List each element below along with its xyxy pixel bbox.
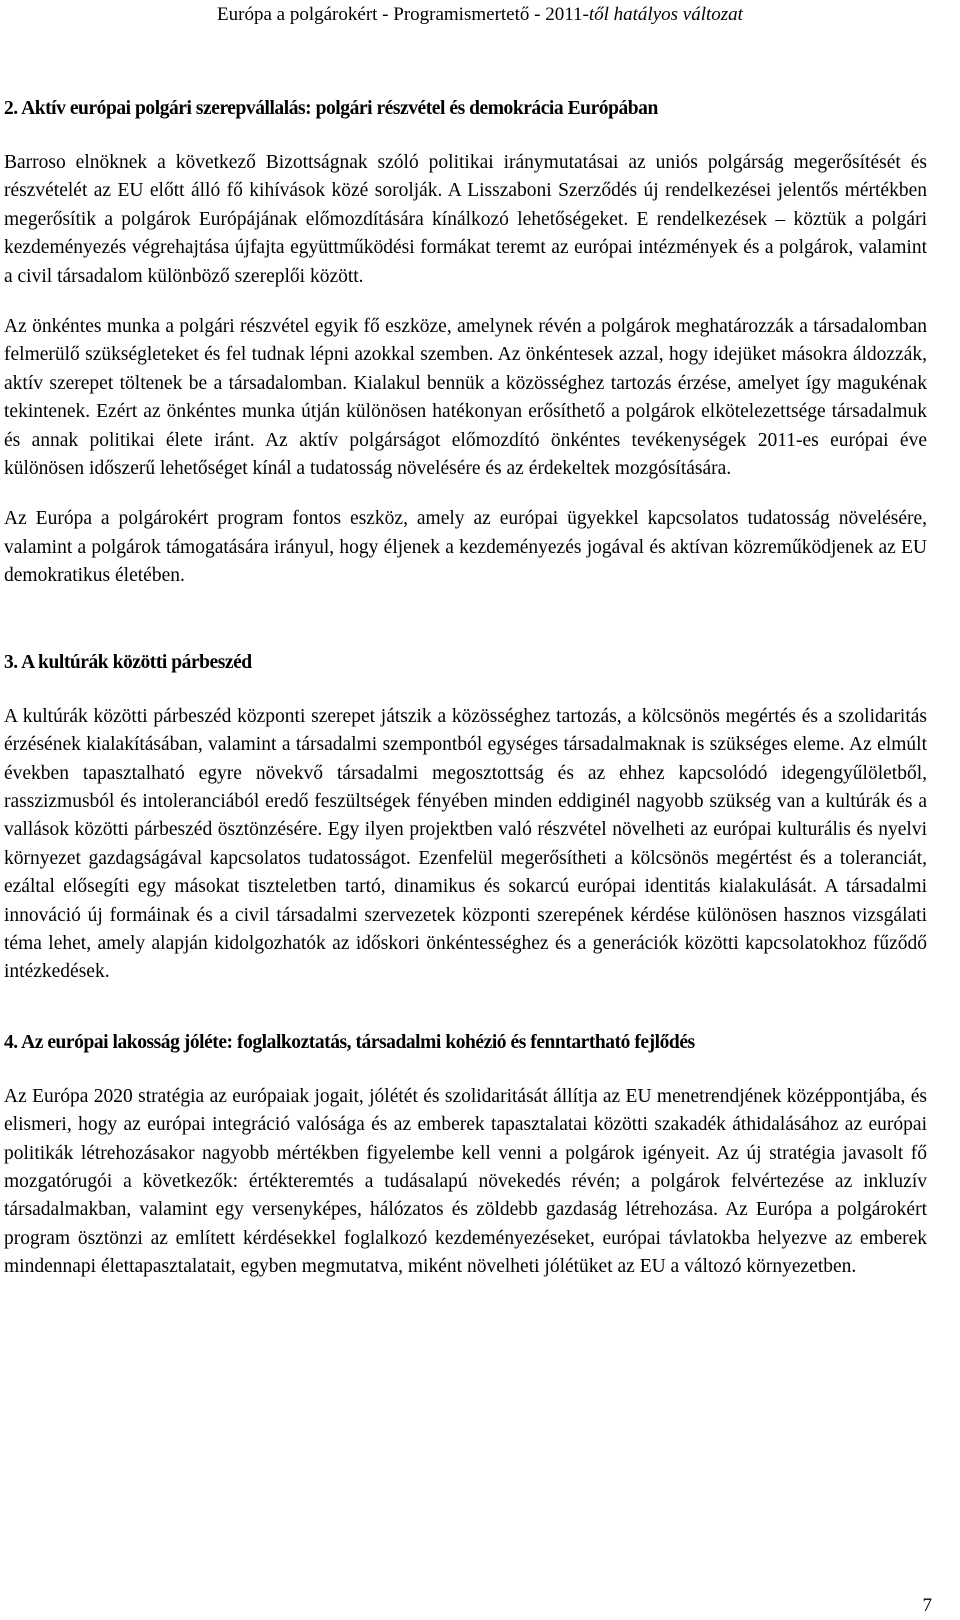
running-header bbox=[0, 2, 960, 28]
paragraph: Az Európa a polgárokért program fontos eszköz, amely az európai ügyekkel kapcsolatos tudatosság növelésére, valamint a polgárok támogatására irányul, hogy éljenek a kezdeményezés jogával és aktívan közreműködjenek az EU demokratikus életében. bbox=[4, 508, 927, 587]
section-heading-4: 4. Az európai lakosság jóléte: foglalkoztatás, társadalmi kohézió és fenntartható fejlődés bbox=[4, 1031, 695, 1053]
document-body bbox=[4, 95, 927, 1304]
paragraph: Az Európa 2020 stratégia az európaiak jogait, jólétét és szolidaritását állítja az EU menetrendjének középpontjába, és elismeri, hogy az európai integráció valósága és az emberek tapasztalatai közötti szakadék áthidalásához az európai politikák létrehozásakor nagyobb mértékben figyelembe kell venni a polgárok igényeit. Az új stratégia javasolt fő mozgatórugói a következők: értékteremtés a tudásalapú növekedés révén; a polgárok felvértezése az inkluzív társadalmakban, valamint egy versenyképes, hálózatos és zöldebb gazdaság létrehozása. Az Európa a polgárokért program ösztönzi az említett kérdésekkel foglalkozó kezdeményezéseket, európai távlatokba helyezve az emberek mindennapi élettapasztalatait, egyben megmutatva, miként növelheti jólétüket az EU a változó környezetben. bbox=[4, 1085, 927, 1278]
running-header-title: Európa a polgárokért - Programismertető - 2011- bbox=[217, 4, 589, 25]
section-heading-3: 3. A kultúrák közötti párbeszéd bbox=[4, 651, 252, 673]
running-header-title-italic: től hatályos változat bbox=[588, 4, 743, 25]
paragraph: Az önkéntes munka a polgári részvétel egyik fő eszköze, amelynek révén a polgárok meghatározzák a társadalomban felmerülő szükségleteket és fel tudnak lépni azokkal szemben. Az önkéntesek azzal, hogy idejüket másokra áldozzák, aktív szerepet töltenek be a társadalomban. Kialakul bennük a közösséghez tartozás érzése, amelyet így magukénak tekintenek. Ezért az önkéntes munka útján különösen hatékonyan erősíthető a polgárok elkötelezettsége társadalmuk és annak politikai élete iránt. Az aktív polgárságot előmozdító önkéntes tevékenységek 2011-es európai éve különösen időszerű lehetőséget kínál a tudatosság növelésére és az érdekeltek mozgósítására. bbox=[4, 316, 927, 480]
page-number: 7 bbox=[922, 1595, 932, 1616]
paragraph: A kultúrák közötti párbeszéd központi szerepet játszik a közösséghez tartozás, a kölcsönös megértés és a szolidaritás érzésének kialakításában, valamint a társadalmi szempontból egységes társadalmaknak is szükséges eleme. Az elmúlt években tapasztalható egyre növekvő társadalmi megosztottság és az ehhez kapcsolódó idegengyűlöletből, rasszizmusból és intoleranciából eredő feszültségek fényében minden eddiginél nagyobb szükség van a kultúrák és a vallások közötti párbeszéd ösztönzésére. Egy ilyen projektben való részvétel növelheti az európai kulturális és nyelvi környezet gazdagságával kapcsolatos tudatosságot. Ezenfelül megerősítheti a kölcsönös megértést és a toleranciát, ezáltal elősegíti egy másokat tiszteletben tartó, dinamikus és sokarcú európai identitás kialakulását. A társadalmi innováció új formáinak és a civil társadalmi szervezetek központi szerepének kérdése különösen hasznos vizsgálati téma lehet, amely alapján kidolgozhatók az időskori önkéntességhez és a generációk közötti kapcsolatokhoz fűződő intézkedések. bbox=[4, 705, 927, 983]
section-heading-2: 2. Aktív európai polgári szerepvállalás: polgári részvétel és demokrácia Európában bbox=[4, 98, 658, 119]
paragraph: Barroso elnöknek a következő Bizottságnak szóló politikai iránymutatásai az uniós polgárság megerősítését és részvételét az EU előtt álló fő kihívások közé sorolják. A Lisszaboni Szerződés új rendelkezései jelentős mértékben megerősítik a polgárok Európájának előmozdítására kínálkozó lehetőségeket. E rendelkezések – köztük a polgári kezdeményezés végrehajtása újfajta együttműködési formákat teremt az európai intézmények és a polgárok, valamint a civil társadalom különböző szereplői között. bbox=[4, 152, 927, 287]
